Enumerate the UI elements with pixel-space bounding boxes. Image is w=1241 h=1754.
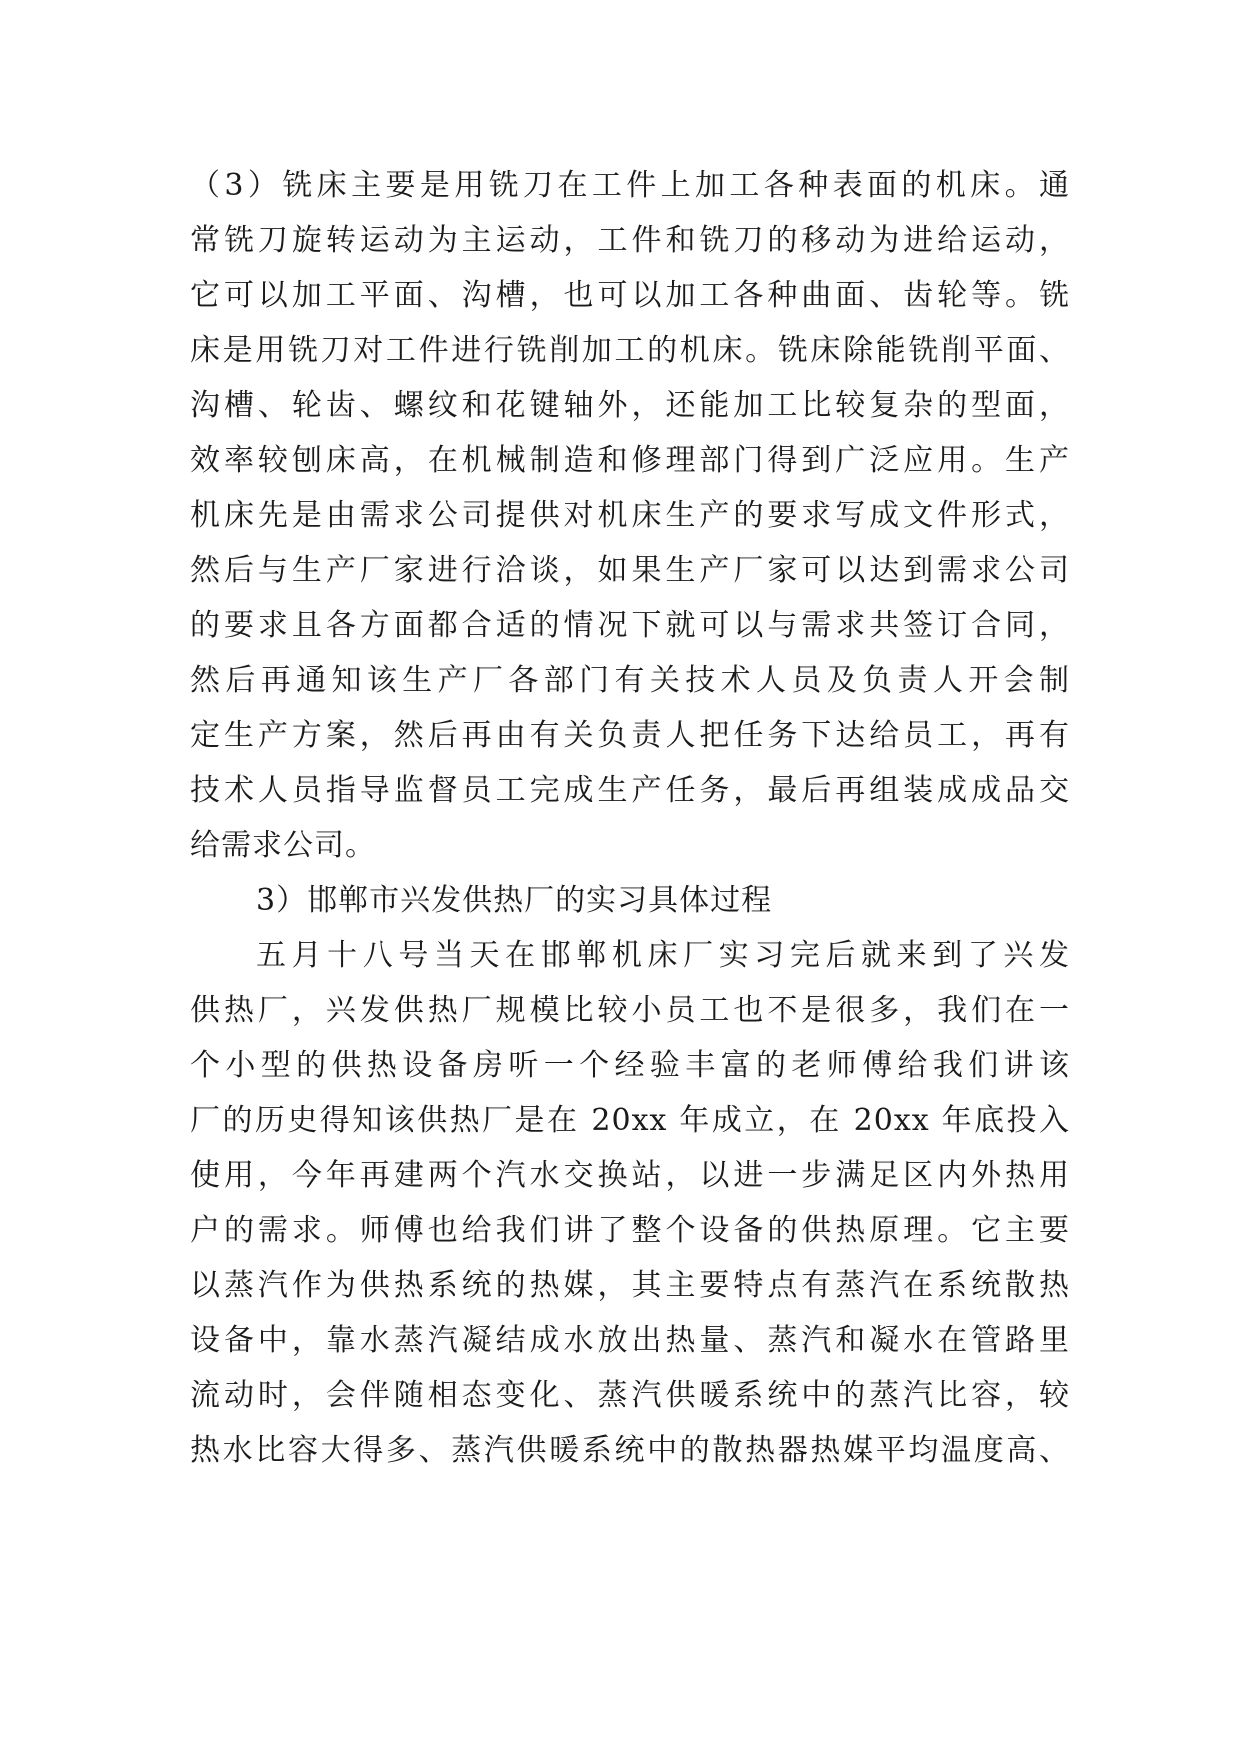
paragraph-1-line: （3）铣床主要是用铣刀在工件上加工各种表面的机床。通 xyxy=(190,168,1070,203)
paragraph-1-line: 给需求公司。 xyxy=(190,828,376,863)
paragraph-1-line: 它可以加工平面、沟槽，也可以加工各种曲面、齿轮等。铣 xyxy=(190,278,1070,313)
paragraph-2-line: 使用，今年再建两个汽水交换站，以进一步满足区内外热用 xyxy=(190,1158,1070,1193)
paragraph-2-line: 设备中，靠水蒸汽凝结成水放出热量、蒸汽和凝水在管路里 xyxy=(190,1323,1070,1358)
paragraph-1-line: 定生产方案，然后再由有关负责人把任务下达给员工，再有 xyxy=(190,718,1070,753)
paragraph-2-line: 供热厂，兴发供热厂规模比较小员工也不是很多，我们在一 xyxy=(190,993,1070,1028)
paragraph-2-line: 个小型的供热设备房听一个经验丰富的老师傅给我们讲该 xyxy=(190,1048,1070,1083)
paragraph-1-line: 的要求且各方面都合适的情况下就可以与需求共签订合同， xyxy=(190,608,1070,643)
paragraph-2-line: 户的需求。师傅也给我们讲了整个设备的供热原理。它主要 xyxy=(190,1213,1070,1248)
paragraph-2-line: 流动时，会伴随相态变化、蒸汽供暖系统中的蒸汽比容，较 xyxy=(190,1378,1070,1413)
paragraph-1-line: 然后再通知该生产厂各部门有关技术人员及负责人开会制 xyxy=(190,663,1070,698)
document-body xyxy=(190,158,1070,1478)
paragraph-1-line: 床是用铣刀对工件进行铣削加工的机床。铣床除能铣削平面、 xyxy=(190,333,1070,368)
paragraph-1-line: 沟槽、轮齿、螺纹和花键轴外，还能加工比较复杂的型面， xyxy=(190,388,1070,423)
paragraph-1-line: 技术人员指导监督员工完成生产任务，最后再组装成成品交 xyxy=(190,773,1070,808)
paragraph-2-line: 以蒸汽作为供热系统的热媒，其主要特点有蒸汽在系统散热 xyxy=(190,1268,1070,1303)
section-heading: 3）邯郸市兴发供热厂的实习具体过程 xyxy=(256,883,773,918)
paragraph-1-line: 效率较刨床高，在机械制造和修理部门得到广泛应用。生产 xyxy=(190,443,1070,478)
paragraph-1-line: 然后与生产厂家进行洽谈，如果生产厂家可以达到需求公司 xyxy=(190,553,1070,588)
paragraph-2-line: 热水比容大得多、蒸汽供暖系统中的散热器热媒平均温度高、 xyxy=(190,1433,1070,1468)
paragraph-1-line: 常铣刀旋转运动为主运动，工件和铣刀的移动为进给运动， xyxy=(190,223,1070,258)
paragraph-2-line: 厂的历史得知该供热厂是在 20xx 年成立，在 20xx 年底投入 xyxy=(190,1103,1070,1138)
paragraph-2-line: 五月十八号当天在邯郸机床厂实习完后就来到了兴发 xyxy=(256,938,1070,973)
paragraph-1-line: 机床先是由需求公司提供对机床生产的要求写成文件形式， xyxy=(190,498,1070,533)
